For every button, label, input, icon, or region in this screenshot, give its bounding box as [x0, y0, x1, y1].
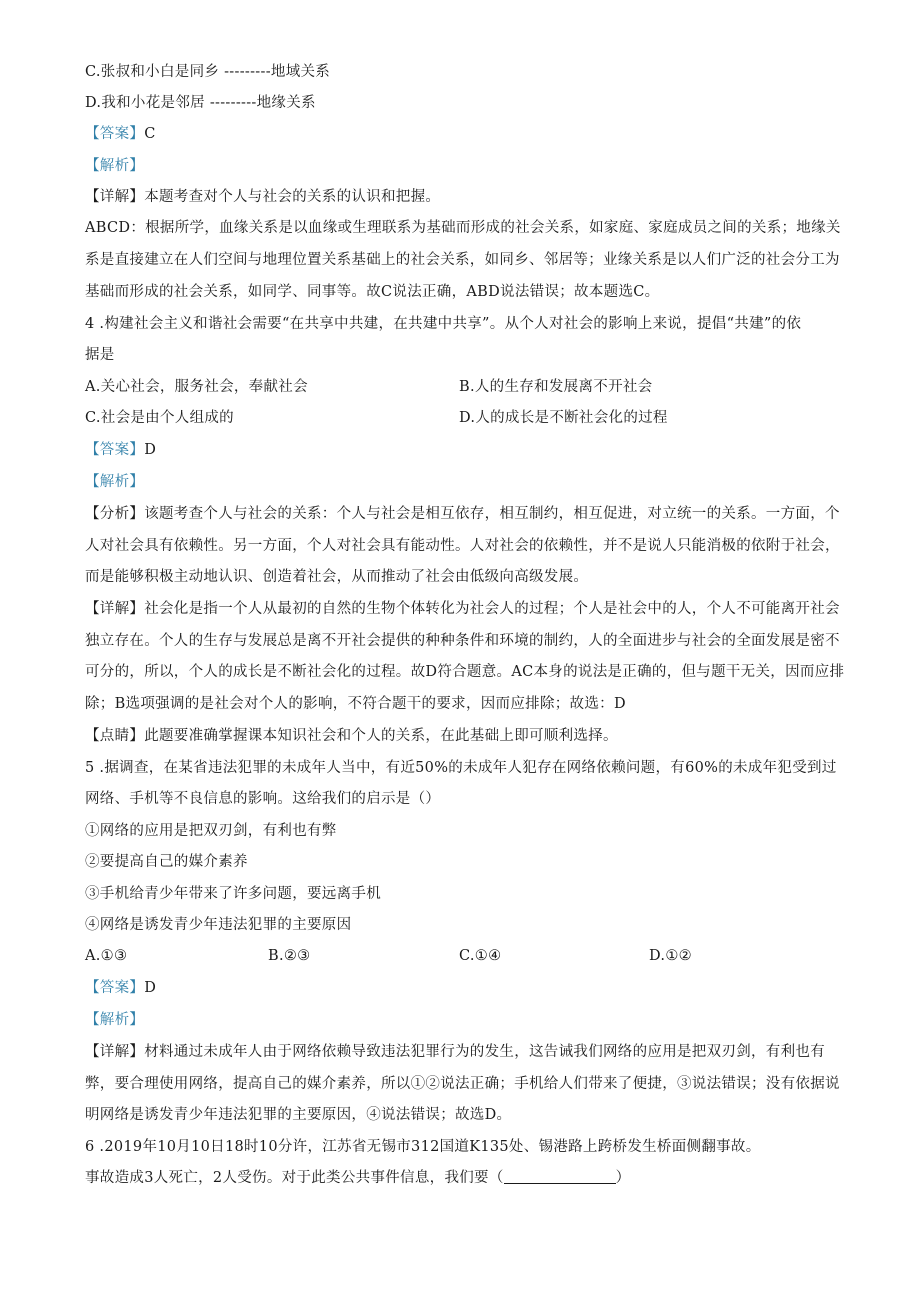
q5-stem-line-1: 5 .据调查，在某省违法犯罪的未成年人当中，有近50%的未成年人犯存在网络依赖问题，有60%的未成年犯受到过 [85, 760, 837, 776]
q5-option-a: A.①③ [85, 948, 128, 964]
q3-detail: 【详解】本题考查对个人与社会的关系的认识和把握。 [85, 189, 441, 205]
q4-option-d: D.人的成长是不断社会化的过程 [459, 410, 668, 426]
q5-options-row [85, 946, 845, 966]
q5-detail-line-1: 【详解】材料通过未成年人由于网络依赖导致违法犯罪行为的发生，这告诫我们网络的应用是把双刃剑，有利也有 [85, 1044, 825, 1060]
q4-option-b: B.人的生存和发展离不开社会 [459, 379, 653, 395]
answer-tag: 【答案】 [85, 442, 145, 458]
q4-options-row-2 [85, 408, 845, 428]
q5-option-c: C.①④ [459, 948, 502, 964]
q4-options-row-1 [85, 377, 845, 397]
q4-detail-line-2: 独立存在。个人的生存与发展总是离不开社会提供的种种条件和环境的制约，人的全面进步与社会的全面发展是密不 [85, 633, 840, 649]
q5-stem-line-2: 网络、手机等不良信息的影响。这给我们的启示是（） [85, 791, 441, 807]
q5-option-d: D.①② [649, 948, 692, 964]
detail-tag: 【详解】 [85, 601, 145, 617]
answer-value: C [144, 126, 156, 142]
q6-stem-line-2: 事故造成3人死亡，2人受伤。对于此类公共事件信息，我们要（ ） [85, 1170, 631, 1186]
q4-detail-line-4: 除；B选项强调的是社会对个人的影响，不符合题干的要求，因而应排除；故选：D [85, 696, 626, 712]
q4-stem-line-1: 4 .构建社会主义和谐社会需要“在共享中共建，在共建中共享”。从个人对社会的影响上来说，提倡“共建”的依 [85, 316, 802, 332]
q4-detail-line-1: 【详解】社会化是指一个人从最初的自然的生物个体转化为社会人的过程；个人是社会中的人，个人不可能离开社会 [85, 601, 840, 617]
q5-item-2: ②要提高自己的媒介素养 [85, 854, 248, 870]
answer-value: D [144, 980, 157, 996]
q5-detail-line-3: 明网络是诱发青少年违法犯罪的主要原因，④说法错误；故选D。 [85, 1107, 512, 1123]
q3-detail-line-3: 基础而形成的社会关系，如同学、同事等。故C说法正确，ABD说法错误；故本题选C。 [85, 284, 660, 300]
q4-detail-line-3: 可分的，所以，个人的成长是不断社会化的过程。故D符合题意。AC本身的说法是正确的，但与题干无关，因而应排 [85, 664, 845, 680]
q4-option-c: C.社会是由个人组成的 [85, 410, 234, 426]
answer-tag: 【答案】 [85, 980, 145, 996]
q4-option-a: A.关心社会，服务社会，奉献社会 [85, 379, 308, 395]
detail-tag: 【详解】 [85, 189, 145, 205]
q4-fenxi-line-1: 【分析】该题考查个人与社会的关系：个人与社会是相互依存，相互制约，相互促进，对立统一的关系。一方面，个 [85, 506, 840, 522]
q3-detail-line-2: 系是直接建立在人们空间与地理位置关系基础上的社会关系，如同乡、邻居等；业缘关系是以人们广泛的社会分工为 [85, 252, 840, 268]
q4-analysis-tag: 【解析】 [85, 474, 145, 490]
detail-tag: 【详解】 [85, 1044, 145, 1060]
q4-dianjing: 【点睛】此题要准确掌握课本知识社会和个人的关系，在此基础上即可顺利选择。 [85, 728, 618, 744]
answer-tag: 【答案】 [85, 126, 145, 142]
q5-item-4: ④网络是诱发青少年违法犯罪的主要原因 [85, 917, 352, 933]
answer-blank [504, 1169, 616, 1184]
q4-answer [85, 440, 845, 460]
dianjing-tag: 【点睛】 [85, 728, 145, 744]
q5-analysis-tag: 【解析】 [85, 1012, 145, 1028]
fenxi-tag: 【分析】 [85, 506, 145, 522]
q3-option-d: D.我和小花是邻居 ---------地缘关系 [85, 95, 316, 111]
q4-stem-line-2: 据是 [85, 347, 115, 363]
q3-answer [85, 124, 845, 144]
answer-value: D [144, 442, 157, 458]
q4-fenxi-line-3: 而是能够积极主动地认识、创造着社会，从而推动了社会由低级向高级发展。 [85, 569, 589, 585]
q5-item-1: ①网络的应用是把双刃剑，有利也有弊 [85, 823, 337, 839]
q4-fenxi-line-2: 人对社会具有依赖性。另一方面，个人对社会具有能动性。人对社会的依赖性，并不是说人只能消极的依附于社会， [85, 538, 840, 554]
q3-option-c: C.张叔和小白是同乡 ---------地域关系 [85, 64, 331, 80]
q3-detail-line-1: ABCD：根据所学，血缘关系是以血缘或生理联系为基础而形成的社会关系，如家庭、家庭成员之间的关系；地缘关 [85, 220, 841, 236]
q5-answer [85, 978, 845, 998]
q5-item-3: ③手机给青少年带来了许多问题，要远离手机 [85, 886, 381, 902]
q3-analysis-tag: 【解析】 [85, 158, 145, 174]
q5-option-b: B.②③ [268, 948, 311, 964]
q5-detail-line-2: 弊，要合理使用网络，提高自己的媒介素养，所以①②说法正确；手机给人们带来了便捷，③说法错误；没有依据说 [85, 1076, 840, 1092]
q6-stem-line-1: 6 .2019年10月10日18时10分许，江苏省无锡市312国道K135处、锡港路上跨桥发生桥面侧翻事故。 [85, 1139, 761, 1155]
